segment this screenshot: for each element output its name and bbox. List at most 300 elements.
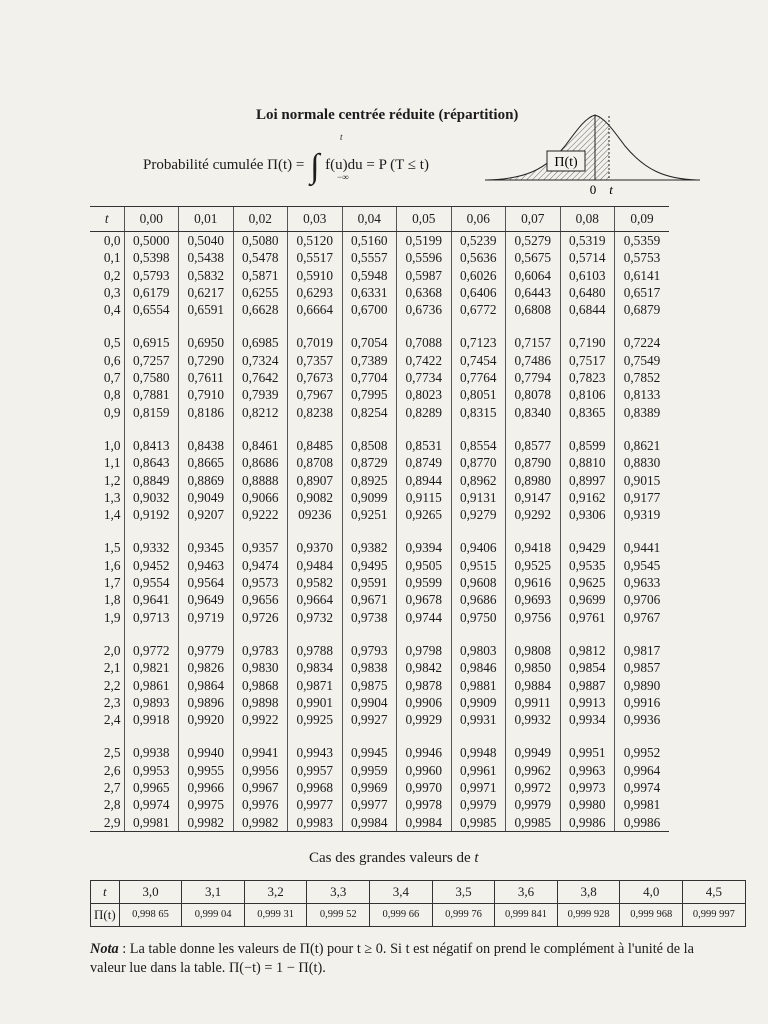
table-cell: 0,9974	[615, 779, 670, 796]
table-cell: 0,9345	[179, 539, 234, 556]
large-pi-value: 0,999 841	[495, 904, 558, 927]
table-cell: 0,8133	[615, 386, 670, 403]
table-cell: 0,6293	[288, 284, 343, 301]
table-cell: 0,9772	[124, 642, 179, 659]
table-cell: 0,6950	[179, 334, 234, 351]
table-cell: 0,9535	[560, 557, 615, 574]
table-cell: 0,9767	[615, 609, 670, 626]
table-cell: 0,9890	[615, 677, 670, 694]
table-cell: 0,9948	[451, 744, 506, 761]
table-cell: 0,9878	[397, 677, 452, 694]
large-pi-value: 0,999 66	[370, 904, 433, 927]
table-cell: 0,9370	[288, 539, 343, 556]
table-cell: 0,5279	[506, 232, 561, 250]
table-cell: 0,8888	[233, 472, 288, 489]
table-cell: 0,5398	[124, 249, 179, 266]
table-cell: 0,7486	[506, 352, 561, 369]
table-row	[90, 591, 669, 608]
table-cell: 0,7852	[615, 369, 670, 386]
table-row	[90, 301, 669, 318]
table-row-group	[90, 232, 669, 319]
large-values-title-var: t	[474, 850, 479, 866]
table-cell: 0,8621	[615, 437, 670, 454]
table-cell: 0,5987	[397, 267, 452, 284]
header-t: t	[90, 207, 124, 232]
table-cell: 0,7054	[342, 334, 397, 351]
table-row	[90, 386, 669, 403]
table-cell: 0,8389	[615, 404, 670, 421]
large-pi-value: 0,999 968	[620, 904, 683, 927]
table-cell: 0,9956	[233, 762, 288, 779]
table-cell: 0,7734	[397, 369, 452, 386]
table-cell: 0,9983	[288, 814, 343, 832]
table-cell: 0,9854	[560, 659, 615, 676]
table-cell: 0,9793	[342, 642, 397, 659]
table-cell: 0,6443	[506, 284, 561, 301]
table-cell: 0,7517	[560, 352, 615, 369]
large-t-value: 4,5	[683, 881, 746, 904]
table-cell: 0,8438	[179, 437, 234, 454]
table-cell: 0,9357	[233, 539, 288, 556]
table-cell: 0,9943	[288, 744, 343, 761]
large-values-t-row	[91, 881, 746, 904]
table-cell: 0,9265	[397, 506, 452, 523]
table-cell: 0,7995	[342, 386, 397, 403]
table-row	[90, 711, 669, 728]
table-cell: 0,6591	[179, 301, 234, 318]
table-cell: 0,9973	[560, 779, 615, 796]
large-t-value: 3,1	[182, 881, 245, 904]
table-cell: 0,7019	[288, 334, 343, 351]
normal-curve-figure	[485, 108, 700, 198]
table-cell: 0,8051	[451, 386, 506, 403]
table-cell: 0,8869	[179, 472, 234, 489]
table-cell: 0,9982	[233, 814, 288, 832]
row-t-value: 1,7	[103, 575, 121, 591]
table-cell: 0,9871	[288, 677, 343, 694]
large-pi-value: 0,999 31	[244, 904, 307, 927]
table-cell: 0,5438	[179, 249, 234, 266]
large-t-value: 3,4	[370, 881, 433, 904]
group-spacer	[90, 523, 669, 539]
table-cell: 0,5040	[179, 232, 234, 250]
table-cell: 0,5910	[288, 267, 343, 284]
table-cell: 0,8997	[560, 472, 615, 489]
cumulative-formula	[143, 132, 429, 185]
table-cell: 0,9803	[451, 642, 506, 659]
table-cell: 0,9964	[615, 762, 670, 779]
table-cell: 0,8665	[179, 454, 234, 471]
table-cell: 0,9306	[560, 506, 615, 523]
table-cell: 0,9977	[288, 796, 343, 813]
table-cell: 0,6844	[560, 301, 615, 318]
table-cell: 0,8849	[124, 472, 179, 489]
table-cell: 0,9967	[233, 779, 288, 796]
table-cell: 0,9976	[233, 796, 288, 813]
table-cell: 0,9582	[288, 574, 343, 591]
table-cell: 0,7190	[560, 334, 615, 351]
table-cell: 0,5636	[451, 249, 506, 266]
table-cell: 0,9977	[342, 796, 397, 813]
row-t-value: 1,8	[103, 592, 121, 608]
table-cell: 0,9968	[288, 779, 343, 796]
table-cell: 0,9979	[451, 796, 506, 813]
table-cell: 0,9649	[179, 591, 234, 608]
table-row	[90, 659, 669, 676]
column-header: 0,02	[233, 207, 288, 232]
table-cell: 0,5000	[124, 232, 179, 250]
table-cell: 0,9918	[124, 711, 179, 728]
table-cell: 0,9641	[124, 591, 179, 608]
table-cell: 0,9941	[233, 744, 288, 761]
table-cell: 0,9441	[615, 539, 670, 556]
table-cell: 0,9699	[560, 591, 615, 608]
footnote	[90, 940, 702, 978]
table-cell: 0,9927	[342, 711, 397, 728]
table-cell: 0,9826	[179, 659, 234, 676]
table-cell: 0,7794	[506, 369, 561, 386]
row-t-value: 2,6	[103, 762, 121, 778]
table-row	[90, 472, 669, 489]
table-cell: 0,9949	[506, 744, 561, 761]
row-t-value: 1,9	[103, 609, 121, 625]
table-cell: 0,8729	[342, 454, 397, 471]
table-cell: 0,9505	[397, 557, 452, 574]
table-cell: 0,9049	[179, 489, 234, 506]
row-t-value: 1,6	[103, 557, 121, 573]
large-values-table	[90, 880, 746, 927]
table-row	[90, 506, 669, 523]
table-cell: 0,8790	[506, 454, 561, 471]
table-cell: 0,5793	[124, 267, 179, 284]
large-values-title-text: Cas des grandes valeurs de	[309, 850, 471, 866]
table-cell: 0,9495	[342, 557, 397, 574]
table-cell: 0,9177	[615, 489, 670, 506]
table-cell: 0,5239	[451, 232, 506, 250]
table-cell: 0,5557	[342, 249, 397, 266]
row-t-value: 1,2	[103, 472, 121, 488]
table-cell: 0,7357	[288, 352, 343, 369]
table-cell: 0,9484	[288, 557, 343, 574]
table-cell: 0,9788	[288, 642, 343, 659]
figure-pi-label: Π(t)	[554, 155, 578, 170]
table-cell: 0,9864	[179, 677, 234, 694]
table-cell: 0,9940	[179, 744, 234, 761]
large-values-title	[309, 850, 479, 867]
large-t-value: 3,5	[432, 881, 495, 904]
table-row	[90, 574, 669, 591]
table-row	[90, 694, 669, 711]
row-t-value: 0,8	[103, 387, 121, 403]
large-pi-value: 0,999 997	[683, 904, 746, 927]
table-cell: 0,9962	[506, 762, 561, 779]
table-cell: 0,6141	[615, 267, 670, 284]
figure-zero-label: 0	[589, 182, 597, 197]
table-cell: 0,8554	[451, 437, 506, 454]
table-cell: 0,9382	[342, 539, 397, 556]
table-cell: 0,9292	[506, 506, 561, 523]
table-cell: 0,8461	[233, 437, 288, 454]
table-cell: 0,9744	[397, 609, 452, 626]
table-row	[90, 744, 669, 761]
row-t-value: 1,0	[103, 437, 121, 453]
table-cell: 0,9980	[560, 796, 615, 813]
table-cell: 0,9515	[451, 557, 506, 574]
large-t-value: 3,8	[557, 881, 620, 904]
table-cell: 0,7324	[233, 352, 288, 369]
table-cell: 0,9953	[124, 762, 179, 779]
table-cell: 0,9671	[342, 591, 397, 608]
table-cell: 0,9599	[397, 574, 452, 591]
row-t-value: 0,9	[103, 404, 121, 420]
table-cell: 0,6480	[560, 284, 615, 301]
group-spacer	[90, 421, 669, 437]
table-cell: 0,8577	[506, 437, 561, 454]
table-cell: 0,6103	[560, 267, 615, 284]
table-cell: 0,9966	[179, 779, 234, 796]
table-cell: 0,9985	[506, 814, 561, 832]
table-cell: 0,7088	[397, 334, 452, 351]
table-cell: 0,9706	[615, 591, 670, 608]
table-cell: 0,7580	[124, 369, 179, 386]
table-cell: 0,9830	[233, 659, 288, 676]
table-cell: 0,9418	[506, 539, 561, 556]
table-cell: 0,9898	[233, 694, 288, 711]
table-cell: 0,9817	[615, 642, 670, 659]
table-cell: 0,9936	[615, 711, 670, 728]
table-cell: 0,7764	[451, 369, 506, 386]
table-cell: 0,9545	[615, 557, 670, 574]
table-row	[90, 642, 669, 659]
table-row	[90, 796, 669, 813]
table-cell: 0,9934	[560, 711, 615, 728]
table-cell: 0,9978	[397, 796, 452, 813]
table-cell: 0,9975	[179, 796, 234, 813]
table-cell: 0,9984	[342, 814, 397, 832]
table-cell: 0,9875	[342, 677, 397, 694]
table-row-group	[90, 626, 669, 728]
table-cell: 0,9979	[506, 796, 561, 813]
table-cell: 0,9162	[560, 489, 615, 506]
table-cell: 0,8212	[233, 404, 288, 421]
table-cell: 0,9850	[506, 659, 561, 676]
row-t-value: 0,5	[103, 335, 121, 351]
large-t-value: 3,3	[307, 881, 370, 904]
table-cell: 0,9591	[342, 574, 397, 591]
table-cell: 0,6331	[342, 284, 397, 301]
table-cell: 0,7389	[342, 352, 397, 369]
table-cell: 0,7967	[288, 386, 343, 403]
table-cell: 0,9808	[506, 642, 561, 659]
table-cell: 0,8925	[342, 472, 397, 489]
table-cell: 0,8238	[288, 404, 343, 421]
table-cell: 0,9812	[560, 642, 615, 659]
table-cell: 0,9821	[124, 659, 179, 676]
table-cell: 0,5359	[615, 232, 670, 250]
page-title: Loi normale centrée réduite (répartition)	[256, 107, 519, 123]
large-values-pi-label: Π(t)	[91, 904, 120, 927]
row-t-value: 2,1	[103, 660, 121, 676]
table-cell: 0,9965	[124, 779, 179, 796]
column-header: 0,08	[560, 207, 615, 232]
table-cell: 0,9686	[451, 591, 506, 608]
table-cell: 0,9981	[124, 814, 179, 832]
table-cell: 0,8962	[451, 472, 506, 489]
table-cell: 0,5517	[288, 249, 343, 266]
table-cell: 0,6985	[233, 334, 288, 351]
table-cell: 0,7224	[615, 334, 670, 351]
table-cell: 0,9798	[397, 642, 452, 659]
table-cell: 0,8508	[342, 437, 397, 454]
large-t-value: 3,6	[495, 881, 558, 904]
table-cell: 0,8770	[451, 454, 506, 471]
table-cell: 0,8980	[506, 472, 561, 489]
table-cell: 0,9279	[451, 506, 506, 523]
row-t-value: 2,2	[103, 677, 121, 693]
table-cell: 0,9960	[397, 762, 452, 779]
large-t-value: 3,2	[244, 881, 307, 904]
table-cell: 0,9147	[506, 489, 561, 506]
table-cell: 0,9463	[179, 557, 234, 574]
large-pi-value: 0,999 928	[557, 904, 620, 927]
column-header: 0,07	[506, 207, 561, 232]
group-spacer	[90, 626, 669, 642]
table-cell: 0,9881	[451, 677, 506, 694]
table-cell: 0,9842	[397, 659, 452, 676]
normal-distribution-table	[90, 206, 669, 832]
table-cell: 0,9906	[397, 694, 452, 711]
row-t-value: 0,3	[103, 284, 121, 300]
table-cell: 0,8708	[288, 454, 343, 471]
table-cell: 0,9868	[233, 677, 288, 694]
table-cell: 0,8289	[397, 404, 452, 421]
row-t-value: 2,7	[103, 780, 121, 796]
table-cell: 0,8413	[124, 437, 179, 454]
table-row-group	[90, 421, 669, 523]
table-cell: 0,9732	[288, 609, 343, 626]
table-cell: 0,9911	[506, 694, 561, 711]
table-cell: 0,9525	[506, 557, 561, 574]
table-cell: 0,9957	[288, 762, 343, 779]
table-cell: 0,9931	[451, 711, 506, 728]
table-cell: 0,9750	[451, 609, 506, 626]
large-pi-value: 0,999 52	[307, 904, 370, 927]
table-cell: 0,9846	[451, 659, 506, 676]
large-t-value: 4,0	[620, 881, 683, 904]
table-cell: 0,9554	[124, 574, 179, 591]
table-cell: 0,9756	[506, 609, 561, 626]
large-values-pi-row	[91, 904, 746, 927]
table-cell: 0,9893	[124, 694, 179, 711]
row-t-value: 0,7	[103, 370, 121, 386]
table-row-group	[90, 318, 669, 420]
row-t-value: 0,6	[103, 352, 121, 368]
table-cell: 0,6628	[233, 301, 288, 318]
table-cell: 0,8078	[506, 386, 561, 403]
table-cell: 0,8810	[560, 454, 615, 471]
table-cell: 0,5714	[560, 249, 615, 266]
table-cell: 0,9738	[342, 609, 397, 626]
formula-prefix: Probabilité cumulée	[143, 157, 264, 173]
table-cell: 0,9783	[233, 642, 288, 659]
table-cell: 0,9904	[342, 694, 397, 711]
table-row	[90, 249, 669, 266]
table-cell: 0,9920	[179, 711, 234, 728]
table-cell: 0,7642	[233, 369, 288, 386]
table-cell: 0,6915	[124, 334, 179, 351]
table-cell: 0,9959	[342, 762, 397, 779]
table-cell: 0,9932	[506, 711, 561, 728]
table-cell: 0,6736	[397, 301, 452, 318]
table-cell: 0,9192	[124, 506, 179, 523]
large-pi-value: 0,999 76	[432, 904, 495, 927]
table-cell: 0,9394	[397, 539, 452, 556]
row-t-value: 0,1	[103, 250, 121, 266]
table-cell: 0,6368	[397, 284, 452, 301]
table-cell: 0,9972	[506, 779, 561, 796]
table-cell: 0,8023	[397, 386, 452, 403]
table-cell: 0,9066	[233, 489, 288, 506]
table-cell: 0,7549	[615, 352, 670, 369]
table-cell: 0,5871	[233, 267, 288, 284]
table-header-row	[90, 207, 669, 232]
table-cell: 0,7611	[179, 369, 234, 386]
row-t-value: 1,3	[103, 489, 121, 505]
table-cell: 0,6554	[124, 301, 179, 318]
table-cell: 0,5160	[342, 232, 397, 250]
table-cell: 0,6664	[288, 301, 343, 318]
row-t-value: 1,5	[103, 540, 121, 556]
table-cell: 0,9922	[233, 711, 288, 728]
table-cell: 0,9929	[397, 711, 452, 728]
column-header: 0,05	[397, 207, 452, 232]
table-cell: 0,9981	[615, 796, 670, 813]
table-row-group	[90, 728, 669, 831]
table-row	[90, 779, 669, 796]
column-header: 0,06	[451, 207, 506, 232]
table-cell: 0,8365	[560, 404, 615, 421]
table-row	[90, 454, 669, 471]
large-t-value: 3,0	[119, 881, 182, 904]
table-cell: 0,9719	[179, 609, 234, 626]
table-cell: 0,9963	[560, 762, 615, 779]
table-cell: 0,9925	[288, 711, 343, 728]
row-t-value: 2,4	[103, 712, 121, 728]
table-row	[90, 762, 669, 779]
table-cell: 0,9779	[179, 642, 234, 659]
row-t-value: 2,0	[103, 642, 121, 658]
table-cell: 0,9961	[451, 762, 506, 779]
table-cell: 0,8531	[397, 437, 452, 454]
table-cell: 0,9971	[451, 779, 506, 796]
table-cell: 0,9838	[342, 659, 397, 676]
column-header: 0,03	[288, 207, 343, 232]
table-cell: 0,8907	[288, 472, 343, 489]
footnote-label: Nota	[90, 941, 119, 957]
table-cell: 0,9319	[615, 506, 670, 523]
table-cell: 0,8106	[560, 386, 615, 403]
table-cell: 0,9082	[288, 489, 343, 506]
table-row	[90, 609, 669, 626]
table-cell: 0,9693	[506, 591, 561, 608]
table-cell: 0,7257	[124, 352, 179, 369]
table-cell: 0,8643	[124, 454, 179, 471]
table-cell: 0,9726	[233, 609, 288, 626]
table-cell: 0,9913	[560, 694, 615, 711]
column-header: 0,00	[124, 207, 179, 232]
table-cell: 0,5120	[288, 232, 343, 250]
table-cell: 0,9946	[397, 744, 452, 761]
